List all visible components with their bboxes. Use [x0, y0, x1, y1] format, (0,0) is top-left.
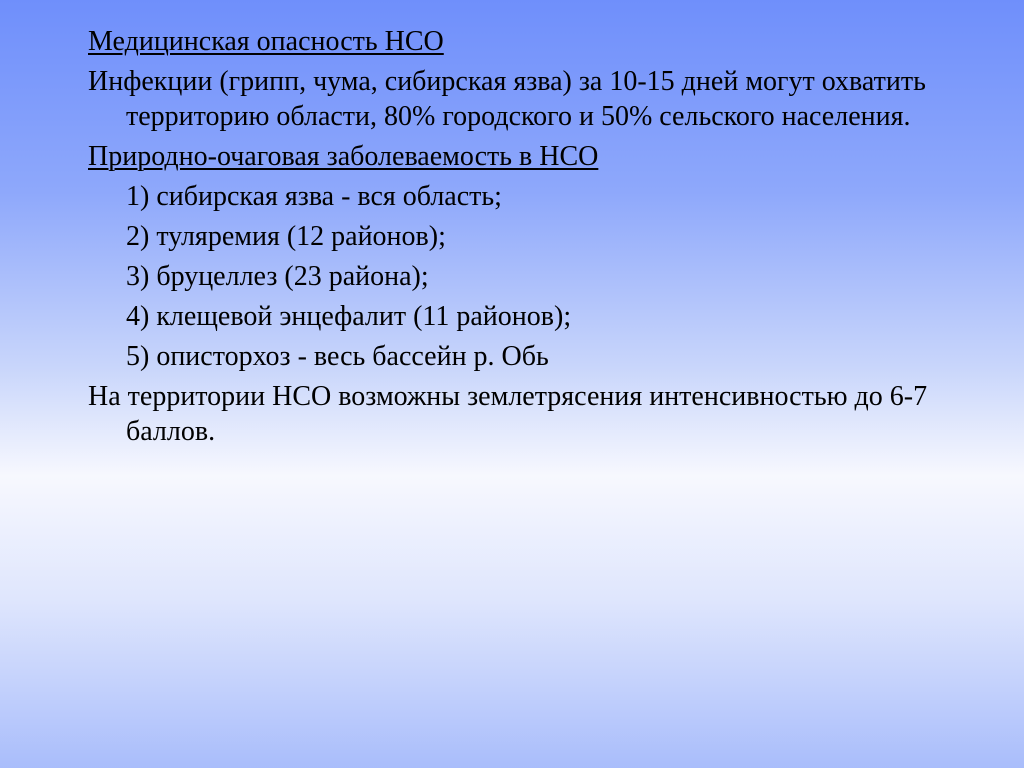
- disease-item: 3) бруцеллез (23 района);: [126, 261, 429, 292]
- medical-danger-heading: Медицинская опасность НСО: [88, 26, 444, 57]
- disease-item: 2) туляремия (12 районов);: [126, 221, 446, 252]
- disease-item: 4) клещевой энцефалит (11 районов);: [126, 301, 572, 332]
- disease-item: 5) описторхоз - весь бассейн р. Обь: [126, 341, 549, 372]
- slide-content: [88, 24, 988, 449]
- natural-focal-heading: Природно-очаговая заболеваемость в НСО: [88, 141, 599, 172]
- earthquake-paragraph: На территории НСО возможны землетрясения интенсивностью до 6-7 баллов.: [88, 381, 928, 447]
- infections-paragraph: Инфекции (грипп, чума, сибирская язва) за 10-15 дней могут охватить территорию области, 80% городского и 50% сельского населения.: [88, 66, 926, 132]
- disease-item: 1) сибирская язва - вся область;: [126, 181, 502, 212]
- disease-list: [88, 179, 988, 374]
